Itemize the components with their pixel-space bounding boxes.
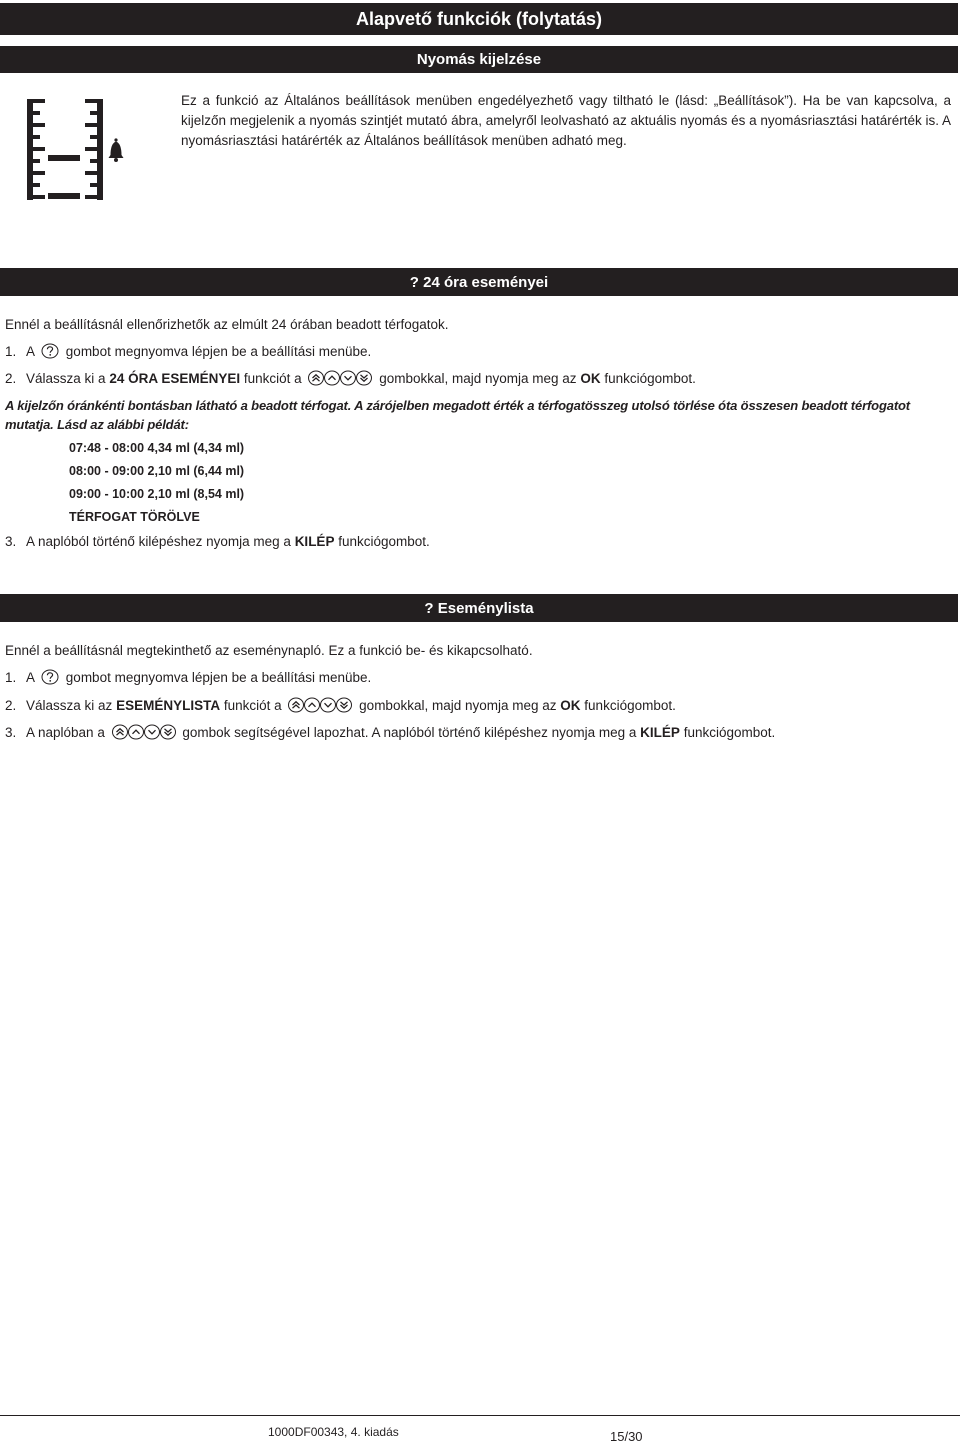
step-number: 2. [5, 698, 17, 713]
step-text: funkciógombot. [584, 698, 676, 713]
events-24h-intro: Ennél a beállításnál ellenőrizhetők az elmúlt 24 órában beadott térfogatok. [5, 317, 449, 332]
step-text: funkciót a [243, 371, 302, 386]
step-text: funkciógombot. [683, 725, 776, 740]
arrow-buttons-icon [288, 697, 352, 713]
events-24h-step-2 [5, 371, 955, 387]
footer-divider [0, 1415, 960, 1416]
step-text: gombot megnyomva lépjen be a beállítási menübe. [65, 670, 372, 685]
example-line: TÉRFOGAT TÖRÖLVE [69, 510, 200, 524]
step-number: 1. [5, 670, 17, 685]
event-list-step-1 [5, 670, 955, 686]
step-text: gombok segítségével lapozhat. A naplóból történő kilépéshez nyomja meg a [182, 725, 637, 740]
pressure-gauge-icon [22, 96, 128, 202]
section-title-event-list: ? Eseménylista [424, 599, 534, 617]
step-number: 1. [5, 344, 17, 359]
section-bar-pressure [0, 46, 958, 73]
step-text: gombokkal, majd nyomja meg az [379, 371, 577, 386]
button-name: KILÉP [640, 725, 680, 740]
button-name: KILÉP [294, 534, 335, 549]
step-text: A naplóból történő kilépéshez nyomja meg a [26, 534, 291, 549]
step-text: funkciógombot. [338, 534, 430, 549]
example-line: 08:00 - 09:00 2,10 ml (6,44 ml) [69, 464, 245, 478]
bell-icon [109, 138, 124, 162]
pressure-description: Ez a funkció az Általános beállítások menüben engedélyezhető vagy tiltható le (lásd: „Beállítások”). Ha be van kapcsolva, a kijelzőn megjelenik a nyomás szintjét mutató ábra, amelyről leolvasható az aktuális nyomás és a nyomásriasztási határérték is. A nyomásriasztási határérték az Általános beállítások menüben adható meg. [181, 93, 951, 148]
section-title-24h-events: ? 24 óra eseményei [409, 273, 549, 291]
page-header-bar [0, 3, 958, 35]
step-text: A naplóban a [26, 725, 105, 740]
section-title-pressure: Nyomás kijelzése [416, 51, 542, 68]
step-text: Válassza ki a [26, 371, 106, 386]
arrow-buttons-icon [308, 370, 372, 386]
arrow-buttons-icon [112, 724, 176, 740]
step-number: 3. [5, 534, 17, 549]
button-name: OK [580, 371, 601, 386]
footer-page-number: 15/30 [610, 1429, 643, 1444]
footer-document-id: 1000DF00343, 4. kiadás [268, 1425, 399, 1439]
event-list-intro: Ennél a beállításnál megtekinthető az eseménynapló. Ez a funkció be- és kikapcsolható. [5, 643, 533, 658]
function-name: ESEMÉNYLISTA [116, 698, 221, 713]
step-text: A [26, 670, 35, 685]
section-bar-event-list [0, 594, 958, 622]
step-text: A [26, 344, 35, 359]
step-number: 3. [5, 725, 17, 740]
step-text: gombokkal, majd nyomja meg az [359, 698, 557, 713]
example-line: 09:00 - 10:00 2,10 ml (8,54 ml) [69, 487, 245, 501]
question-button-icon [41, 669, 59, 685]
step-text: funkciót a [223, 698, 282, 713]
function-name: 24 ÓRA ESEMÉNYEI [109, 371, 241, 386]
button-name: OK [560, 698, 581, 713]
events-24h-note: A kijelzőn óránkénti bontásban látható a beadott térfogat. A zárójelben megadott érték a térfogatösszeg utolsó törlése óta összesen beadott térfogatot mutatja. Lásd az alábbi példát: [5, 398, 910, 432]
page-title: Alapvető funkciók (folytatás) [355, 8, 603, 29]
step-number: 2. [5, 371, 17, 386]
event-list-step-2 [5, 698, 955, 714]
step-text: gombot megnyomva lépjen be a beállítási menübe. [65, 344, 372, 359]
example-line: 07:48 - 08:00 4,34 ml (4,34 ml) [69, 441, 245, 455]
step-text: Válassza ki az [26, 698, 113, 713]
event-list-step-3 [5, 725, 955, 741]
section-bar-24h-events [0, 268, 958, 296]
step-text: funkciógombot. [604, 371, 696, 386]
events-24h-step-1 [5, 344, 955, 360]
events-24h-step-3 [5, 534, 955, 550]
question-button-icon [41, 343, 59, 359]
